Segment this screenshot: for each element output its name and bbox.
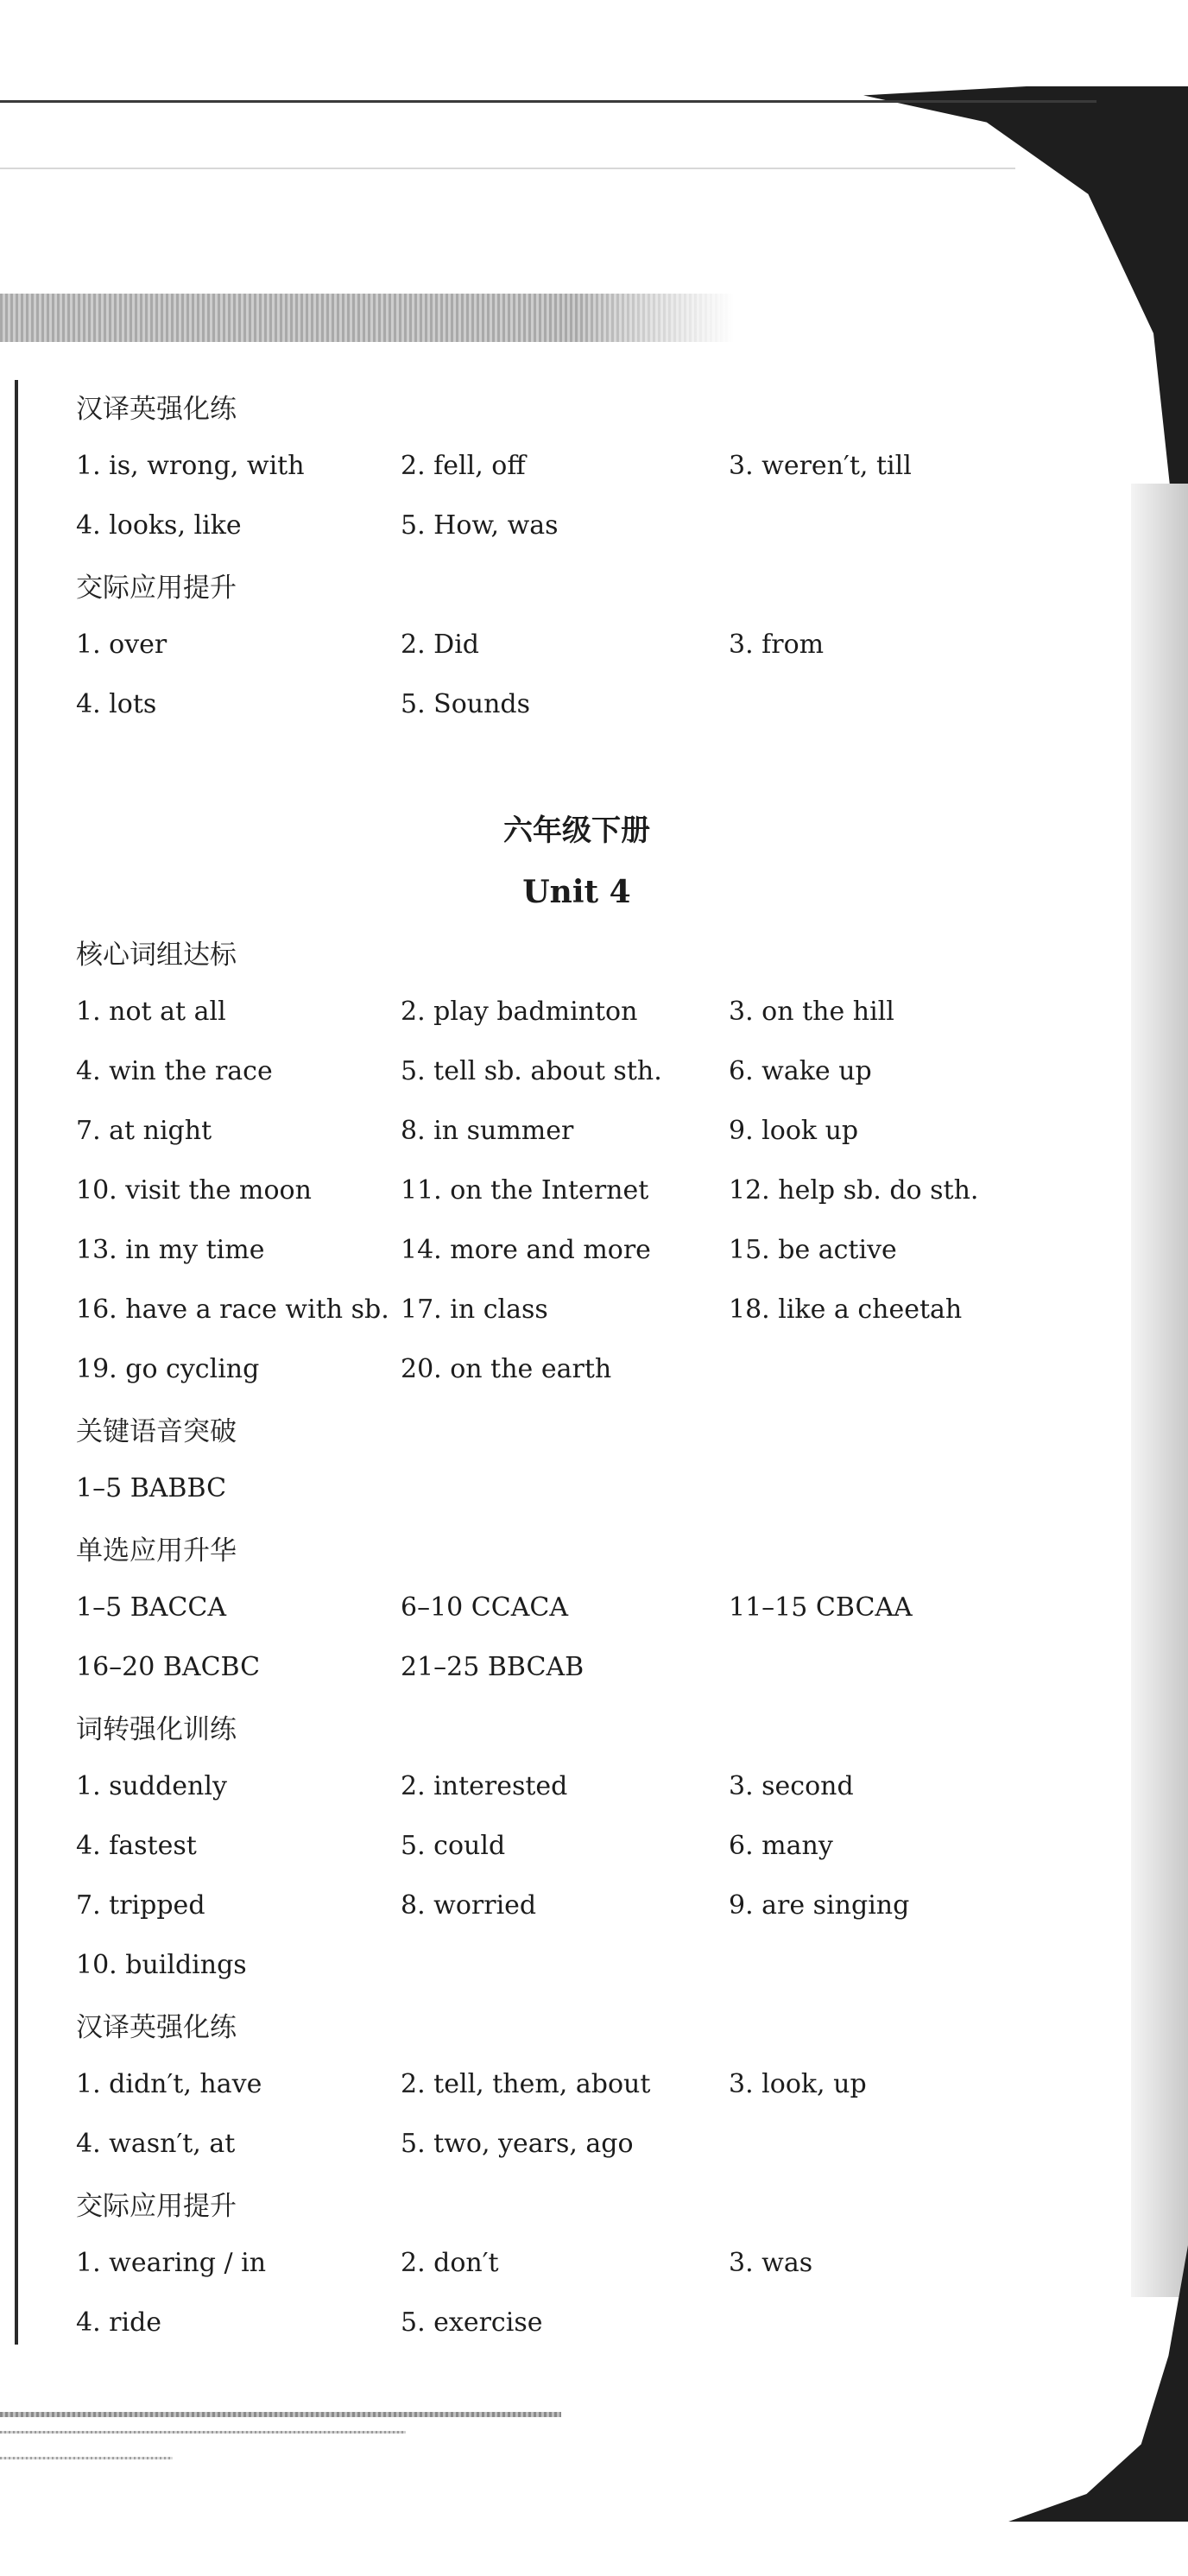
answer-item: 2. interested	[401, 1771, 568, 1801]
answer-row	[76, 436, 1095, 496]
section-heading-translation: 汉译英强化练	[76, 2012, 237, 2043]
answer-item: 21–25 BBCAB	[401, 1652, 585, 1682]
answer-item: 4. ride	[76, 2307, 162, 2338]
answer-row	[76, 1161, 1095, 1220]
answer-item: 3. weren′t, till	[729, 451, 912, 481]
answer-item: 2. don′t	[401, 2248, 499, 2278]
answer-row	[76, 982, 1095, 1041]
unit-title: Unit 4	[522, 874, 631, 910]
answer-item: 5. How, was	[401, 510, 559, 541]
answer-item: 5. tell sb. about sth.	[401, 1056, 662, 1086]
answer-item: 1. didn′t, have	[76, 2069, 262, 2099]
footer-texture-band-3	[0, 2457, 173, 2459]
answer-item: 6. many	[729, 1831, 833, 1861]
answer-row	[76, 1459, 1095, 1518]
answer-row	[76, 2233, 1095, 2293]
answer-item: 3. on the hill	[729, 997, 894, 1027]
answer-row	[76, 1041, 1095, 1101]
answer-item: 12. help sb. do sth.	[729, 1175, 979, 1206]
answer-item: 7. tripped	[76, 1890, 205, 1921]
spacer	[76, 734, 1095, 793]
answer-item: 6. wake up	[729, 1056, 872, 1086]
answer-row	[76, 1280, 1095, 1339]
answer-row	[76, 1935, 1095, 1995]
page-edge-shadow	[1131, 484, 1188, 2297]
section-heading-communication: 交际应用提升	[76, 573, 237, 604]
answer-row	[76, 674, 1095, 734]
answer-item: 4. looks, like	[76, 510, 242, 541]
answer-item: 4. win the race	[76, 1056, 273, 1086]
top-rule-faint	[0, 168, 1015, 169]
footer-texture-band	[0, 2412, 561, 2417]
answer-row	[76, 2054, 1095, 2114]
answer-item: 17. in class	[401, 1294, 548, 1325]
answer-item: 2. tell, them, about	[401, 2069, 651, 2099]
section-title: 六年级下册	[503, 813, 650, 848]
answer-item: 19. go cycling	[76, 1354, 260, 1384]
answer-item: 1. is, wrong, with	[76, 451, 305, 481]
answer-item: 10. buildings	[76, 1950, 247, 1980]
section-heading-communication: 交际应用提升	[76, 2191, 237, 2222]
answer-item: 11. on the Internet	[401, 1175, 649, 1206]
answer-item: 9. look up	[729, 1116, 859, 1146]
answer-item: 3. look, up	[729, 2069, 867, 2099]
answer-item: 14. more and more	[401, 1235, 651, 1265]
answer-item: 8. in summer	[401, 1116, 574, 1146]
answer-row	[76, 2114, 1095, 2174]
answer-item: 4. fastest	[76, 1831, 197, 1861]
answer-item: 4. lots	[76, 689, 157, 719]
answer-item: 4. wasn′t, at	[76, 2129, 236, 2159]
answer-item: 16. have a race with sb.	[76, 1294, 389, 1325]
answer-row	[76, 1339, 1095, 1399]
answer-key-content	[76, 377, 1095, 2352]
answer-row	[76, 496, 1095, 555]
answer-item: 7. at night	[76, 1116, 212, 1146]
answer-item: 11–15 CBCAA	[729, 1592, 913, 1623]
answer-row	[76, 1816, 1095, 1876]
section-heading-wordform: 词转强化训练	[76, 1714, 237, 1745]
section-heading-choice: 单选应用升华	[76, 1535, 237, 1566]
answer-item: 1. wearing / in	[76, 2248, 267, 2278]
answer-row	[76, 615, 1095, 674]
answer-item: 2. play badminton	[401, 997, 638, 1027]
answer-item: 2. fell, off	[401, 451, 526, 481]
answer-item: 18. like a cheetah	[729, 1294, 963, 1325]
answer-item: 10. visit the moon	[76, 1175, 312, 1206]
answer-item: 1. suddenly	[76, 1771, 227, 1801]
answer-item: 1–5 BABBC	[76, 1473, 227, 1503]
header-texture-band	[0, 294, 734, 342]
footer-texture-band-2	[0, 2431, 406, 2434]
section-heading-phonics: 关键语音突破	[76, 1416, 237, 1447]
top-rule	[0, 100, 1096, 103]
answer-item: 3. second	[729, 1771, 854, 1801]
answer-item: 1–5 BACCA	[76, 1592, 226, 1623]
answer-item: 1. not at all	[76, 997, 226, 1027]
answer-item: 5. could	[401, 1831, 506, 1861]
answer-item: 2. Did	[401, 630, 480, 660]
answer-item: 8. worried	[401, 1890, 537, 1921]
answer-item: 6–10 CCACA	[401, 1592, 568, 1623]
answer-item: 3. was	[729, 2248, 813, 2278]
answer-item: 5. two, years, ago	[401, 2129, 634, 2159]
answer-item: 5. Sounds	[401, 689, 531, 719]
answer-item: 9. are singing	[729, 1890, 910, 1921]
answer-item: 3. from	[729, 630, 825, 660]
section-heading-translation: 汉译英强化练	[76, 394, 237, 425]
answer-row	[76, 1220, 1095, 1280]
section-heading-phrases: 核心词组达标	[76, 940, 237, 971]
answer-row	[76, 1637, 1095, 1697]
answer-item: 20. on the earth	[401, 1354, 612, 1384]
answer-row	[76, 1876, 1095, 1935]
answer-row	[76, 1756, 1095, 1816]
answer-item: 16–20 BACBC	[76, 1652, 261, 1682]
answer-row	[76, 1578, 1095, 1637]
answer-item: 1. over	[76, 630, 167, 660]
answer-item: 15. be active	[729, 1235, 897, 1265]
answer-row	[76, 1101, 1095, 1161]
answer-item: 5. exercise	[401, 2307, 543, 2338]
answer-row	[76, 2293, 1095, 2352]
answer-item: 13. in my time	[76, 1235, 265, 1265]
left-margin-bar	[15, 380, 18, 2345]
